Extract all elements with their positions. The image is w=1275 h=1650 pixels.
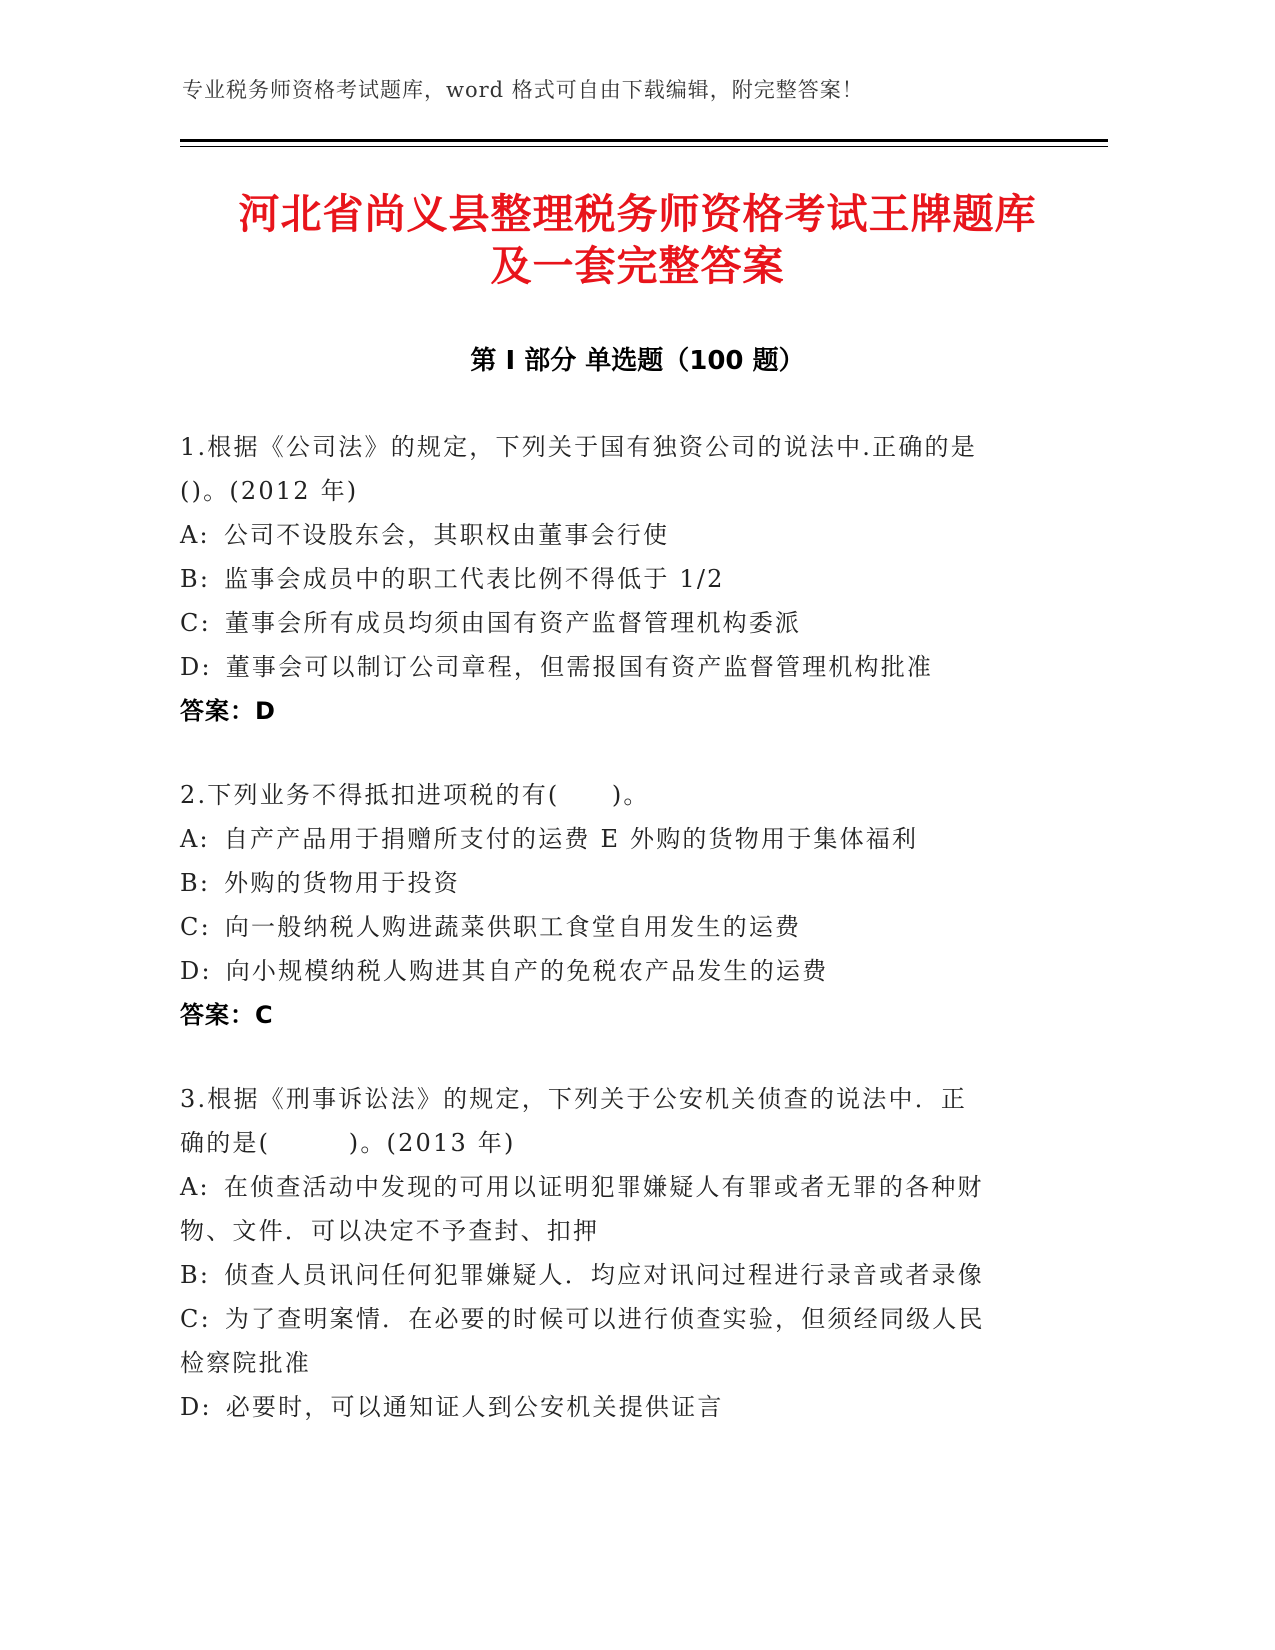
question-stem-line: 确的是( )。(2013 年)	[180, 1129, 516, 1157]
header-rule-thick	[180, 139, 1108, 142]
option-text: 外购的货物用于投资	[224, 869, 460, 897]
question-stem-line: 1.根据《公司法》的规定，下列关于国有独资公司的说法中.正确的是	[180, 433, 977, 461]
question-2	[180, 773, 1030, 1037]
title-line-1: 河北省尚义县整理税务师资格考试王牌题库	[238, 190, 1037, 238]
option-key: B:	[180, 565, 211, 593]
header-rule-thin	[180, 146, 1108, 147]
option-a	[180, 513, 1030, 557]
question-stem-line: 2.下列业务不得抵扣进项税的有( )。	[180, 781, 650, 809]
option-c-continued: 检察院批准	[180, 1349, 311, 1377]
option-text: 自产产品用于捐赠所支付的运费 E 外购的货物用于集体福利	[223, 825, 919, 853]
option-c	[180, 601, 1030, 645]
option-text: 监事会成员中的职工代表比例不得低于 1/2	[224, 565, 725, 593]
title-line-2: 及一套完整答案	[490, 242, 785, 290]
option-b	[180, 861, 1030, 905]
option-d	[180, 949, 1030, 993]
option-a-continued: 物、文件．可以决定不予查封、扣押	[180, 1217, 600, 1245]
option-key: D:	[180, 653, 212, 681]
option-key: A:	[180, 825, 210, 853]
option-text: 在侦查活动中发现的可用以证明犯罪嫌疑人有罪或者无罪的各种财	[223, 1173, 984, 1201]
question-stem-line: 3.根据《刑事诉讼法》的规定，下列关于公安机关侦查的说法中．正	[180, 1085, 968, 1113]
document-title	[150, 188, 1125, 292]
option-key: D:	[180, 957, 212, 985]
option-b	[180, 1253, 1030, 1297]
option-text: 向一般纳税人购进蔬菜供职工食堂自用发生的运费	[224, 913, 802, 941]
option-c	[180, 1297, 1030, 1341]
option-key: C:	[180, 609, 211, 637]
option-a	[180, 817, 1030, 861]
option-c	[180, 905, 1030, 949]
option-key: C:	[180, 913, 211, 941]
answer-line: 答案：C	[180, 1001, 274, 1029]
option-key: B:	[180, 869, 211, 897]
option-key: D:	[180, 1393, 212, 1421]
option-text: 必要时，可以通知证人到公安机关提供证言	[225, 1393, 724, 1421]
option-a	[180, 1165, 1030, 1209]
option-text: 向小规模纳税人购进其自产的免税农产品发生的运费	[225, 957, 829, 985]
question-stem-line: ()。(2012 年)	[180, 477, 359, 505]
option-b	[180, 557, 1030, 601]
option-key: B:	[180, 1261, 211, 1289]
option-text: 董事会可以制订公司章程，但需报国有资产监督管理机构批准	[225, 653, 934, 681]
option-key: C:	[180, 1305, 211, 1333]
section-title: 第 I 部分 单选题（100 题）	[470, 346, 805, 376]
question-3	[180, 1077, 1030, 1429]
question-list	[180, 425, 1030, 1469]
question-1	[180, 425, 1030, 733]
header-note: 专业税务师资格考试题库，word 格式可自由下载编辑，附完整答案！	[182, 78, 864, 102]
option-key: A:	[180, 1173, 210, 1201]
answer-line: 答案：D	[180, 697, 276, 725]
option-d	[180, 1385, 1030, 1429]
option-text: 为了查明案情．在必要的时候可以进行侦查实验，但须经同级人民	[224, 1305, 985, 1333]
option-d	[180, 645, 1030, 689]
option-key: A:	[180, 521, 210, 549]
option-text: 侦查人员讯问任何犯罪嫌疑人．均应对讯问过程进行录音或者录像	[224, 1261, 984, 1289]
option-text: 董事会所有成员均须由国有资产监督管理机构委派	[224, 609, 802, 637]
option-text: 公司不设股东会，其职权由董事会行使	[223, 521, 670, 549]
